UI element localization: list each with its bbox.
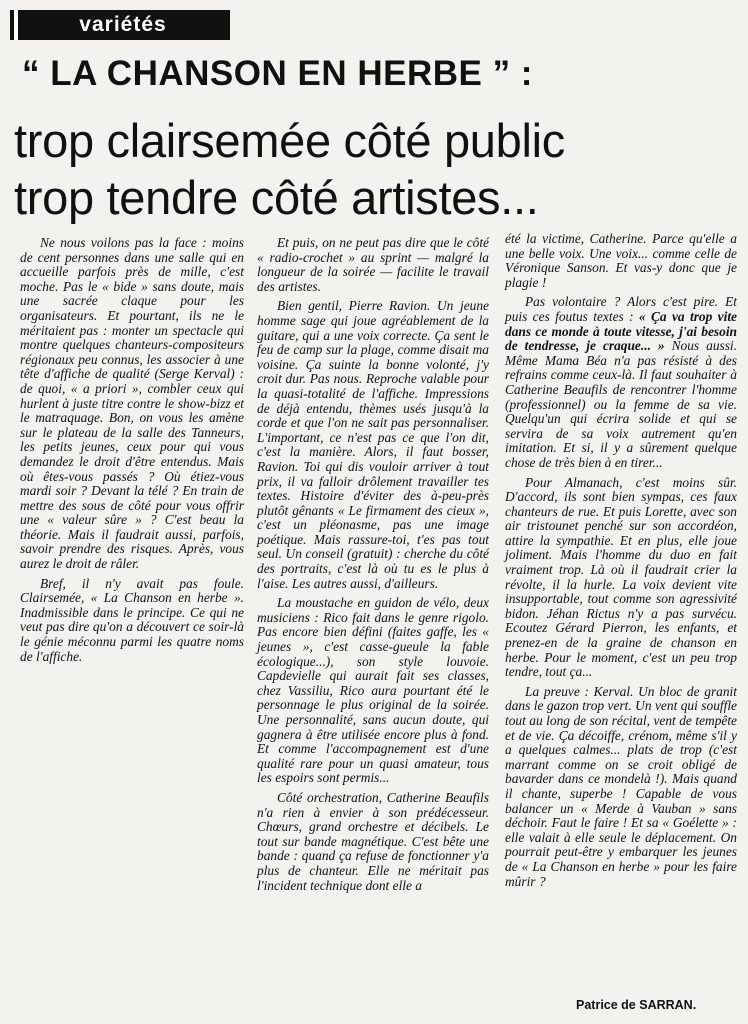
article-kicker: “ LA CHANSON EN HERBE ” :: [22, 54, 533, 93]
paragraph: Côté orchestration, Catherine Beaufils n'a rien à envier à son prédécesseur. Chœurs, grand orchestre et décibels. Le tout sur bande magnétique. C'est bête une bande : quand ça refuse de fonctionner y'a plus de chanteur. Elle ne méritait pas l'incident technique dont elle a: [257, 789, 489, 893]
song-quote: « Ça va trop vite dans ce monde à toute vitesse, j'ai besoin de tendresse, je craque... »: [505, 308, 737, 354]
paragraph: Pour Almanach, c'est moins sûr. D'accord, ils sont bien sympas, ces faux chanteurs de rue. Et puis Lorette, avec son air tristounet penché sur son accordéon, attire la sympathie. Et en plus, elle joue joliment. Mais l'homme du duo en fait vraiment trop. Là où il faudrait crier la révolte, il la hurle. La voix devient vite insupportable, tout comme son agressivité bidon. Jéhan Rictus n'y a pas survécu. Ecoutez Gérard Pierron, les enfants, et prenez-en de la graine de chanson en herbe. Pour le moment, c'est un peu trop tendre, tout ça...: [505, 474, 737, 680]
paragraph: Bien gentil, Pierre Ravion. Un jeune homme sage qui joue agréablement de la guitare, qui a une voix correcte. Ça sent le feu de camp sur la plage, comme disait ma voisine. Ça suinte la bonne volonté, j'y croit dur. Pas nous. Reproche valable pour la quasi-totalité de l'affiche. Impressions de déjà entendu, thèmes usés jusqu'à la corde et que l'on ne sait pas personnaliser. L'important, ce n'est pas ce que l'on dit, c'est la manière. Alors, il faut bosser, Ravion. Toi qui dis vouloir arriver à tout prix, il va falloir drôlement travailler tes textes. Histoire d'éviter des à-peu-près plutôt gênants « Le firmament des cieux », c'est un pléonasme, pas une image poétique. Mais rassure-toi, t'es pas tout seul. Un conseil (gratuit) : cherche du côté des portraits, c'est là où tu es le plus à l'aise. Les autres aussi, d'ailleurs.: [257, 298, 489, 591]
paragraph: La moustache en guidon de vélo, deux musiciens : Rico fait dans le genre rigolo. Pas encore bien défini (faites gaffe, les « jeunes », c'est casse-gueule la fable écologique...), son style louvoie. Capdevielle qui aurait fait ses classes, chez Vassiliu, Rico aura pourtant été le personnage le plus original de la soirée. Une personnalité, sans aucun doute, qui gagnera à être utilisée encore plus à fond. Et comme l'accompagnement est d'une qualité rare pour un quasi amateur, tous les espoirs sont permis...: [257, 595, 489, 786]
paragraph-text: été la victime, Catherine. Parce qu'elle a une belle voix. Une voix... comme celle de Véronique Sanson. Et vas-y donc que je plagie !: [505, 231, 737, 290]
paragraph: La preuve : Kerval. Un bloc de granit dans le gazon trop vert. Un vent qui souffle tout au long de son récital, vent de tempête et de vie. Ça décoiffe, crénom, même s'il y a quelques calmes... plats de trop (c'est marrant comme on se croit obligé de bavarder dans ce mondelà !). Mais quand il chante, superbe ! Capable de vous balancer un « Merde à Vauban » sans déchoir. Faut le faire ! Et sa « Goélette » : elle valait à elle seule le déplacement. On pourrait peut-être y embarquer les jeunes de « La Chanson en herbe » pour les faire mûrir ?: [505, 683, 737, 889]
paragraph-text: Nous aussi. Même Mama Béa n'a pas résisté à des refrains comme ceux-là. Il faut souhaiter à Catherine Beaufils de rencontrer l'homme (professionnel) ou la femme de sa vie. Quelqu'un qui écrira solide et qui se servira de sa voix autrement qu'en imitation. Et si, il y a sûrement quelque chose de très bien à en tirer...: [505, 338, 737, 470]
paragraph-text: Pas volontaire ? Alors c'est pire. Et puis ces foutus textes :: [505, 294, 737, 324]
author-signature: Patrice de SARRAN.: [576, 998, 697, 1012]
headline-line-1: trop clairsemée côté public: [14, 114, 565, 167]
paragraph: Ne nous voilons pas la face : moins de cent personnes dans une salle qui en accueille parfois près de mille, c'est moche. Pas le « bide » sans doute, mais une sacrée claque pour les organisateurs. Et pourtant, ils ne le méritaient pas : monter un spectacle qui montre quelques chanteurs-compositeurs régionaux peu connus, les associer à une tête d'affiche de qualité (Serge Kerval) : de quoi, « a priori », combler ceux qui hurlent à juste titre contre le show-bizz et le matraquage. Bon, on vous les amène sur le plateau de la salle des Tanneurs, les petits jeunes, ceux pour qui vous demandez le droit d'être entendus. Mais où êtes-vous passés ? Où étiez-vous mardi soir ? Devant la télé ? En train de mettre des sous de côté pour vous offrir une « valeur sûre » ? C'est beau la théorie. Mais il faudrait aussi, parfois, savoir prendre des risques. Après, vous aurez le droit de râler.: [20, 235, 244, 572]
article-column-3: [505, 232, 737, 889]
headline-line-2: trop tendre côté artistes...: [14, 171, 539, 224]
section-rubric-label: variétés: [79, 13, 167, 36]
article-column-1: [20, 236, 244, 664]
article-headline: [14, 112, 565, 226]
section-rubric: [10, 10, 230, 40]
article-column-2: [257, 236, 489, 893]
rubric-bar-decoration: [14, 10, 18, 40]
paragraph: [505, 232, 737, 290]
paragraph: [505, 295, 737, 470]
paragraph: Et puis, on ne peut pas dire que le côté « radio-crochet » au sprint — malgré la longueur de la soirée — facilite le travail des artistes.: [257, 235, 489, 294]
paragraph: Bref, il n'y avait pas foule. Clairsemée, « La Chanson en herbe ». Inadmissible dans le principe. Ce qui ne veut pas dire qu'on a découvert ce soir-là le génie méconnu parmi les quatre noms de l'affiche.: [20, 575, 244, 664]
